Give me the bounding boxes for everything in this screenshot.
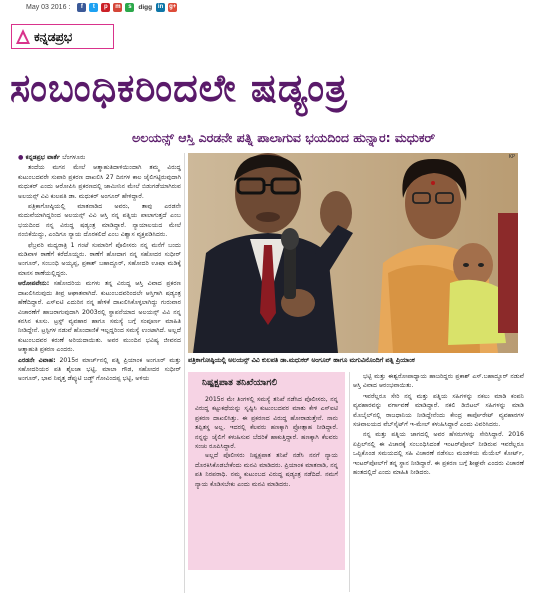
column-divider: [349, 372, 350, 592]
article-subheadline: ಅಲಯನ್ಸ್ ಆಸ್ತಿ ಎರಡನೇ ಪತ್ನಿ ಪಾಲಾಗುವ ಭಯದಿಂದ ಹುನ್ನಾರ: ಮಧುಕರ್: [132, 130, 436, 145]
pinterest-icon[interactable]: p: [101, 3, 110, 12]
section-text: ಸಹೋದರಿಯ ಮಗಳು ತನ್ನ ವಿರುದ್ಧ ಆಸ್ತಿ ವಿವಾದ ಪ್ರಕರಣ ದಾಖಲಿಸಿರುವುದು ತೀವ್ರ ಆಘಾತವಾಗಿದೆ. ಕುಟುಂಬದವರಿಂದಲೇ ಆಸ್ತಿಗಾಗಿ ಷಡ್ಯಂತ್ರ ಹೆಣೆದಿದ್ದಾರೆ. ಎಸ್‌ಐಟಿ ಎದುರಿನ ನನ್ನ ಹೇಳಿಕೆ ದಾಖಲಿಸಿಕೊಳ್ಳಲಾಗಿದ್ದು ಗುರುವಾರ ವಿಚಾರಣೆಗೆ ಹಾಜರಾಗುವುದಾಗಿ 2003ರಲ್ಲಿ ಸ್ಥಾಪನೆಯಾದ ಅಲಯನ್ಸ್ ವಿವಿ ನನ್ನ ಕನಸಿನ ಕೂಸು. ಟ್ರಸ್ಟ್ ವ್ಯವಹಾರ ಹಾಗೂ ಸಮಸ್ಯೆ ಬಗ್ಗೆ ಸಂಪೂರ್ಣ ಮಾಹಿತಿ ನೀಡಿದ್ದೇನೆ. ಟ್ರಸ್ಟಿಗಳ ನಡುವೆ ಹೊಂದಾಣಿಕೆ ಇಲ್ಲದ್ದರಿಂದ ಸಮಸ್ಯೆ ಉಂಟಾಗಿದೆ. ಅಲ್ಲದೆ ಕುಟುಂಬದವರ ಕರುಣೆ ಅರಿಯದಾಯಿತು. ಅವರ ಮುಂದಿನ ಭವಿಷ್ಯ ಜೀವನದ ಆತ್ಮಾಹುತಿ ಪ್ರಕರಣ ಎಂದರು.: [18, 280, 181, 354]
section-text: 2015ರ ಮಾರ್ಚ್‌ನಲ್ಲಿ ಪತ್ನಿ ಪ್ರಿಯಾಂಕ ಅಂಗೂರ್ ಮತ್ತು ಸಹೋದರಿಯರ ಪತಿ ಶೈಲಜಾ ಭಟ್ಟಿ, ಮಾಲಾ ಗೌಡ, ಸಹೋದರ ಸುಧೀರ್ ಅಂಗೂರ್, ಭಾವ ನಿವೃತ್ತ ಡೆಪ್ಯುಟಿ ಜಡ್ಜ್ ಗೋವಿಂದಪ್ಪ ಭಟ್ಟಿ, ಅಳಿಯ: [18, 356, 181, 383]
stumbleupon-icon[interactable]: s: [125, 3, 134, 12]
byline-city: ಬೆಂಗಳೂರು: [62, 154, 86, 161]
paragraph: ನನ್ನ ಮತ್ತು ಪತ್ನಿಯ ಜಾಗದಲ್ಲಿ ಅವರ ಹೆಸರುಗಳನ್ನು ಸೇರಿಸಿದ್ದಾರೆ. 2016 ಏಪ್ರಿಲ್‌ನಲ್ಲಿ ಈ ವಿಚಾರಕ್ಕೆ ಸಂಬಂಧಿಸಿದಂತೆ ಇಂಟರ್‌ಪೋಲ್ ನೀಡಿರುವ ಇವರೆಲ್ಲರೂ ಒಪ್ಪಿಕೊಂಡ ಸಮಯದಲ್ಲಿ ಸಹಿ ವಿಚಾರಣೆ ನಡೆಸಲು ಮಂಡಳಿಯ ಮೆಯೆಲ್ ಕೋರ್ಟ್, ಇಂಟರ್‌ಪೋಲ್‌ಗೆ ತನ್ನ ಸ್ಥಾನ ನೀಡಿದ್ದಾರೆ. ಈ ಪ್ರಕರಣ ಬಗ್ಗೆ ಶೀಘ್ರವೇ ಎಂದರು ವಿಚಾರಣೆ ಹಂತದಲ್ಲಿದೆ ಎಂದು ಮಾಹಿತಿ ನೀಡಿದರು.: [353, 431, 524, 477]
article-column-left: [18, 153, 181, 593]
email-icon[interactable]: m: [115, 3, 121, 10]
sidebar-box: [188, 372, 345, 570]
paragraph: ಭಟ್ಟಿ ಮತ್ತು ಈಶ್ವರೋಪಾಧ್ಯಾಯ ಹಾಜರಿದ್ದರು ಪ್ರಕಾಶ್ ಎಸ್.ಬಹಾದ್ದೂರ್ ನಡುವೆ ಆಸ್ತಿ ವಿವಾದ ಆರಂಭವಾಯಿತು.: [353, 373, 524, 390]
paragraph: 2015ರ ಮೇ ತಿಂಗಳಲ್ಲಿ ಸಮಸ್ಯೆ ತನಿಖೆ ನಡೆಸಿದ ಪೊಲೀಸರು, ನನ್ನ ವಿರುದ್ಧ ಕಟ್ಟುಕಥೆಯನ್ನು ಸೃಷ್ಟಿಸಿ ಕುಟುಂಬದವರ ಮಾತು ಕೇಳಿ ಎಸ್‌ಐಟಿ ಪ್ರಕರಣ ದಾಖಲಿಸಿತ್ತು. ಈ ಪ್ರಕರಣದ ವಿರುದ್ಧ ಹೋರಾಡುತ್ತೇನೆ. ನಾನು ತಪ್ಪಿತಸ್ಥ ಅಲ್ಲ. ಇದರಲ್ಲಿ ಕೆಲವರು ಹಣಕ್ಕಾಗಿ ಪ್ರೋತ್ಸಾಹ ನೀಡಿದ್ದಾರೆ. ನನ್ನನ್ನು ಜೈಲಿಗೆ ಕಳುಹಿಸುವ ಬೆದರಿಕೆ ಹಾಕುತ್ತಿದ್ದಾರೆ. ಹಣಕ್ಕಾಗಿ ಕೆಲವರು ಸಂಚು ರೂಪಿಸಿದ್ದಾರೆ.: [195, 396, 338, 451]
digg-icon[interactable]: digg: [138, 3, 153, 11]
photo-caption: ಪತ್ರಿಕಾಗೋಷ್ಠಿಯಲ್ಲಿ ಅಲಯನ್ಸ್ ವಿವಿ ಕುಲಪತಿ ಡಾ.ಮಧುಕರ್ ಅಂಗೂರ್ ಹಾಗೂ ಮಗುವಿನೊಂದಿಗೆ ಪತ್ನಿ ಪ್ರಿಯಾಂಕ: [188, 357, 415, 364]
paragraph-section: [18, 279, 181, 354]
facebook-icon[interactable]: f: [77, 3, 86, 12]
paragraph: ತಂದೆಯ ಮಗನ ಮೇಲೆ ಆತ್ಮಾಹುತಿದಾಳಿಯಿಂದಾಗಿ ತಮ್ಮ ವಿರುದ್ಧ ಕುಟುಂಬದವರೇ ಸುಪಾರಿ ಪ್ರಕರಣ ದಾಖಲಿಸಿ 27 ದಿನಗಳ ಕಾಲ ಜೈಲಿಗಟ್ಟಿರುವುದಾಗಿ ಮಧುಕರ್ ಎಂದು ಆರೋಪಿಸಿ ಪ್ರಕರಣದಲ್ಲಿ ಜಾಮೀನಿನ ಮೇಲೆ ಬಿಡುಗಡೆಯಾಗಿರುವ ಅಲಯನ್ಸ್ ವಿವಿ ಕುಲಪತಿ ಡಾ. ಮಧುಕರ್ ಅಂಗೂರ್ ಹೇಳಿದ್ದಾರೆ.: [18, 164, 181, 200]
byline-agency: ಕನ್ನಡಪ್ರಭ ವಾರ್ತೆ: [25, 154, 61, 161]
column-divider: [184, 153, 185, 593]
publish-date: May 03 2016 :: [26, 3, 71, 11]
bullet-icon: ●: [18, 154, 24, 161]
article-column-right: [353, 372, 524, 592]
box-title: ನಿಷ್ಪಕ್ಷಪಾತ ತನಿಖೆಯಾಗಲಿ: [188, 372, 345, 394]
google-plus-icon[interactable]: g+: [169, 3, 177, 10]
paragraph: ಇವರೆಲ್ಲರೂ ಸೇರಿ ನನ್ನ ಮತ್ತು ಪತ್ನಿಯ ಸಹಿಗಳನ್ನು ನಕಲು ಮಾಡಿ ಕಂಪನಿ ವ್ಯವಹಾರವನ್ನು ವರ್ಗಾವಣೆ ಮಾಡಿದ್ದಾರೆ. ನಕಲಿ ಡಿಜಿಟಲ್ ಸಹಿಗಳನ್ನು ಮಾಡಿ ಮೊಬೈಲ್‌ನಲ್ಲಿ ರಾಜಧಾನಿಯ ನೀಡಿದ್ದೇನೆಂದು ಕೇಂದ್ರ ಕಾರ್ಪೊರೇಟ್ ವ್ಯವಹಾರಗಳ ಸಚಿವಾಲಯದ ವೆಬ್‌ಸೈಟ್‌ಗೆ ಇ-ಮೇಲ್ ಕಳುಹಿಸಿದ್ದಾರೆ ಎಂದು ವಿವರಿಸಿದರು.: [353, 392, 524, 429]
section-label: ಆರೋಪವೇನು:: [18, 280, 50, 288]
photo-credit: KP: [508, 154, 515, 160]
paragraph-section: [18, 356, 181, 384]
paragraph: ಪತ್ರಿಕಾಗೋಷ್ಠಿಯಲ್ಲಿ ಮಾತನಾಡಿದ ಅವರು, ತಾವು ಎರಡನೇ ಮದುವೆಯಾಗಿದ್ದರಿಂದ ಅಲಯನ್ಸ್ ವಿವಿ ಆಸ್ತಿ ನನ್ನ ಪತ್ನಿಯ ಪಾಲಾಗುತ್ತದೆ ಎಂಬ ಭಯದಿಂದ ನನ್ನ ವಿರುದ್ಧ ಷಡ್ಯಂತ್ರ ಮಾಡಿದ್ದಾರೆ. ನ್ಯಾಯಾಲಯದ ಮೇಲೆ ನಂಬಿಕೆಯಿದ್ದು, ಎಂದಿಗೂ ನ್ಯಾಯ ದೊರಕಲಿದೆ ಎಂಬ ವಿಶ್ವಾಸ ವ್ಯಕ್ತಪಡಿಸಿದರು.: [18, 203, 181, 239]
press-conference-photo: [188, 153, 518, 353]
linkedin-icon[interactable]: in: [157, 3, 164, 10]
box-body: [188, 394, 345, 489]
logo-triangle-icon: [15, 28, 31, 46]
section-label: ಎರಡನೇ ವಿವಾಹ:: [18, 356, 56, 364]
twitter-icon[interactable]: t: [89, 3, 98, 12]
masthead-name: ಕನ್ನಡಪ್ರಭ: [34, 28, 72, 44]
article-photo: [188, 153, 518, 353]
paragraph: ಅಲ್ಲದೆ ಪೊಲೀಸರು ನಿಷ್ಪಕ್ಷಪಾತ ತನಿಖೆ ನಡೆಸಿ ನನಗೆ ನ್ಯಾಯ ದೊರಕಿಸಿಕೊಡಬೇಕೆಂದು ಮನವಿ ಮಾಡಿದರು. ಪ್ರಿಯಾಂಕ ಮಾತನಾಡಿ, ನನ್ನ ಪತಿ ನಿರಪರಾಧಿ. ನಮ್ಮ ಕುಟುಂಬದ ವಿರುದ್ಧ ಷಡ್ಯಂತ್ರ ನಡೆದಿದೆ. ನಮಗೆ ನ್ಯಾಯ ಕೊಡಿಸಬೇಕು ಎಂದು ಮನವಿ ಮಾಡಿದರು.: [195, 452, 338, 488]
masthead-logo[interactable]: [11, 24, 114, 49]
paragraph: ಫೆಬ್ರವರಿ ಮಧ್ಯರಾತ್ರಿ 1 ಗಂಟೆ ಸುಮಾರಿಗೆ ಪೊಲೀಸರು ನನ್ನ ಮನೆಗೆ ಬಂದು ಮಡಿವಾಳ ಠಾಣೆಗೆ ಕರೆದೊಯ್ದರು. ಠಾಣೆಗೆ ಹೋದಾಗ ನನ್ನ ಸಹೋದರ ಸುಧೀರ್ ಅಂಗೂರ್, ಸಂಬಂಧಿ ಅಯ್ಯಪ್ಪ, ಪ್ರಕಾಶ್ ಬಹಾದ್ದೂರ್, ಸಹೋದರಿ ಊಷಾ ಮಡಿಕ್ಕೆ ಮಾನಸ ಠಾಣೆಯಲ್ಲಿದ್ದರು.: [18, 241, 181, 277]
article-headline: ಸಂಬಂಧಿಕರಿಂದಲೇ ಷಡ್ಯಂತ್ರ: [10, 65, 348, 110]
byline: [18, 153, 181, 162]
share-bar: [0, 0, 538, 14]
